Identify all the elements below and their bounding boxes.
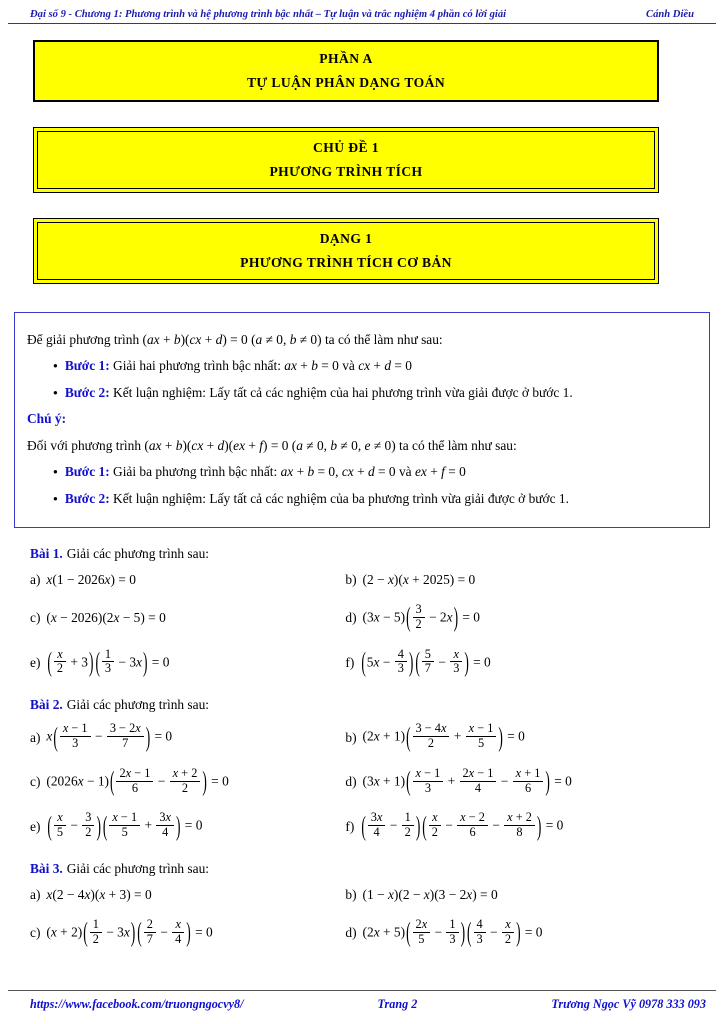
item-formula: ( $\frac{3x}{4}$ − $\frac{1}{2}$ ) ( $\frac{x}{2}$ − $\frac{x - 2}{6}$ − $\frac{x + 2}{8}$ ) = 0 [360, 812, 563, 841]
footer-author-contact: Trương Ngọc Vỹ 0978 333 093 [551, 997, 706, 1011]
exercise-item-d [345, 601, 694, 633]
step-label: Bước 2: [64, 384, 110, 400]
exercise-number: Bài 1. [30, 546, 63, 562]
exercise-number: Bài 2. [30, 697, 63, 713]
banner-inner [35, 42, 657, 100]
big-paren-open: ( [406, 601, 411, 633]
header-rule [8, 23, 716, 24]
big-paren-open: ( [467, 916, 472, 948]
fraction: $\frac{4}{3}$ [395, 648, 407, 677]
text-segment: Giải hai phương trình bậc nhất: [109, 358, 285, 374]
item-label: a) [30, 729, 41, 745]
big-paren-close: ) [186, 916, 191, 948]
theory-line [27, 462, 697, 481]
banner-chu-de-1 [33, 127, 659, 193]
fraction: $\frac{1}{3}$ [446, 918, 458, 947]
item-formula: x(2 − 4x)(x + 3) = 0 [46, 887, 152, 903]
exercise-grid [30, 564, 694, 685]
text-segment: ta có thể làm như sau: [395, 437, 517, 453]
big-paren-open: ( [361, 810, 366, 842]
fraction: $\frac{1}{3}$ [102, 648, 114, 677]
item-formula: x( $\frac{x - 1}{3}$ − $\frac{3 - 2x}{7}$ ) = 0 [46, 723, 172, 752]
big-paren-open: ( [406, 916, 411, 948]
math-expression: cx + d = 0 [358, 358, 412, 374]
fraction: $\frac{2x - 1}{4}$ [460, 767, 497, 796]
step-label: Bước 1: [64, 358, 110, 374]
big-paren-close: ) [202, 765, 207, 797]
exercise-item-c [30, 916, 345, 948]
banner-subtitle: TỰ LUẬN PHÂN DẠNG TOÁN [246, 75, 446, 90]
exercise-item-a [30, 887, 345, 903]
fraction: $\frac{x - 1}{5}$ [109, 811, 140, 840]
item-formula: (x + 2)( $\frac{1}{2}$ − 3x) ( $\frac{2}{7}$ − $\frac{x}{4}$ ) = 0 [46, 919, 212, 948]
exercise-number: Bài 3. [30, 861, 63, 877]
exercise-grid [30, 879, 694, 956]
big-paren-close: ) [88, 646, 94, 678]
item-formula: (3x − 5)( $\frac{3}{2}$ − 2x) = 0 [363, 604, 480, 633]
text-segment: Giải ba phương trình bậc nhất: [109, 464, 281, 480]
document-header [0, 0, 724, 20]
item-formula: ( $\frac{x}{5}$ − $\frac{3}{2}$ ) ( $\frac{x - 1}{5}$ + $\frac{3x}{4}$ ) = 0 [46, 812, 202, 841]
fraction: $\frac{x}{4}$ [172, 918, 184, 947]
exercise-item-c [30, 765, 345, 797]
item-formula: (2 − x)(x + 2025) = 0 [362, 572, 476, 588]
big-paren-open: ( [95, 646, 100, 678]
banner-title: PHẦN A [319, 51, 373, 66]
fraction: $\frac{x - 1}{3}$ [60, 722, 91, 751]
item-formula: ( $\frac{x}{2}$ + 3) ( $\frac{1}{3}$ − 3x) = 0 [46, 649, 169, 678]
big-paren-close: ) [408, 646, 414, 678]
bullet-icon: ● [53, 387, 58, 397]
big-paren-close: ) [415, 810, 421, 842]
big-paren-close: ) [536, 810, 542, 842]
big-paren-open: ( [83, 916, 88, 948]
fraction: $\frac{x}{3}$ [450, 648, 462, 677]
item-label: c) [30, 774, 41, 790]
banner-title: DẠNG 1 [319, 231, 373, 246]
text-segment: Kết luận nghiệm: Lấy tất cả các nghiệm của ba phương trình vừa giải được ở bước 1. [109, 490, 569, 506]
item-label: b) [345, 572, 357, 588]
big-paren-close: ) [145, 721, 151, 752]
big-paren-open: ( [406, 721, 411, 752]
big-paren-close: ) [460, 916, 466, 948]
bullet-icon: ● [53, 467, 58, 477]
exercise-header [30, 697, 694, 713]
big-paren-open: ( [422, 810, 427, 842]
fraction: $\frac{x}{2}$ [429, 811, 441, 840]
big-paren-open: ( [53, 721, 58, 752]
item-label: e) [30, 654, 41, 670]
fraction: $\frac{2}{7}$ [144, 918, 156, 947]
fraction: $\frac{3}{2}$ [413, 603, 425, 632]
big-paren-close: ) [130, 916, 136, 948]
big-paren-open: ( [47, 810, 52, 842]
fraction: $\frac{x - 1}{5}$ [466, 722, 497, 751]
big-paren-open: ( [110, 765, 115, 797]
theory-line [27, 356, 697, 375]
math-expression: (ax + b)(cx + d)(ex + f) = 0 (a ≠ 0, b ≠ 0, e ≠ 0) [144, 437, 396, 453]
big-paren-open: ( [361, 646, 366, 678]
big-paren-close: ) [142, 646, 148, 678]
fraction: $\frac{2x - 1}{6}$ [116, 767, 153, 796]
text-segment: Đối với phương trình [27, 437, 145, 453]
math-expression: ax + b = 0 [280, 464, 336, 480]
fraction: $\frac{x}{2}$ [54, 648, 66, 677]
item-label: c) [30, 610, 41, 626]
item-label: d) [345, 925, 357, 941]
item-formula: (2026x − 1)( $\frac{2x - 1}{6}$ − $\frac{x + 2}{2}$ ) = 0 [46, 768, 228, 797]
exercise-section [30, 546, 694, 685]
fraction: $\frac{x}{2}$ [502, 918, 514, 947]
big-paren-close: ) [516, 916, 521, 948]
step-label: Bước 1: [64, 464, 110, 480]
fraction: $\frac{x + 2}{2}$ [170, 767, 201, 796]
bullet-icon: ● [53, 493, 58, 503]
exercise-section [30, 697, 694, 849]
item-label: a) [30, 887, 41, 903]
exercise-header [30, 861, 694, 877]
fraction: $\frac{3x}{4}$ [156, 811, 174, 840]
theory-line [27, 409, 697, 428]
exercise-item-d [345, 916, 694, 948]
theory-lines [27, 330, 697, 508]
bullet-icon: ● [53, 361, 58, 371]
math-expression: cx + d = 0 [341, 464, 396, 480]
fraction: $\frac{2x}{5}$ [413, 918, 431, 947]
big-paren-open: ( [406, 765, 411, 797]
item-formula: (x − 2026)(2x − 5) = 0 [46, 610, 166, 626]
math-expression: (ax + b)(cx + d) = 0 (a ≠ 0, b ≠ 0) [142, 332, 322, 347]
big-paren-close: ) [453, 601, 459, 633]
exercise-item-b [345, 887, 694, 903]
banner-phan-a [33, 40, 659, 102]
footer-page-number: Trang 2 [377, 997, 418, 1011]
text-segment: Kết luận nghiệm: Lấy tất cả các nghiệm của hai phương trình vừa giải được ở bước 1. [109, 384, 573, 400]
fraction: $\frac{4}{3}$ [474, 918, 486, 947]
item-formula: (2x + 1)( $\frac{3 - 4x}{2}$ + $\frac{x - 1}{5}$ ) = 0 [363, 723, 525, 752]
exercise-prompt: Giải các phương trình sau: [66, 697, 210, 713]
header-right-text: Cánh Diều [646, 9, 694, 20]
item-label: d) [345, 610, 357, 626]
exercise-prompt: Giải các phương trình sau: [66, 546, 210, 562]
big-paren-close: ) [464, 646, 469, 678]
big-paren-close: ) [175, 810, 181, 842]
fraction: $\frac{x + 1}{6}$ [513, 767, 544, 796]
header-left-text: Đại số 9 - Chương 1: Phương trình và hệ phương trình bậc nhất – Tự luận và trắc nghiệm 4 phần có lời giải [30, 9, 507, 20]
banner-subtitle: PHƯƠNG TRÌNH TÍCH CƠ BẢN [240, 255, 452, 270]
item-formula: (1 − x)(2 − x)(3 − 2x) = 0 [362, 887, 498, 903]
exercise-item-c [30, 604, 345, 633]
exercise-header [30, 546, 694, 562]
text-segment: và [338, 358, 359, 374]
item-label: f) [345, 654, 355, 670]
theory-line [27, 436, 697, 455]
fraction: $\frac{5}{7}$ [422, 648, 434, 677]
fraction: $\frac{3 - 2x}{7}$ [107, 722, 144, 751]
math-expression: ex + f = 0 [414, 464, 466, 480]
text-segment: , [335, 464, 342, 480]
text-segment: Để giải phương trình [27, 332, 143, 347]
item-label: c) [30, 925, 41, 941]
step-label: Bước 2: [64, 490, 110, 506]
big-paren-close: ) [545, 765, 550, 797]
fraction: $\frac{3x}{4}$ [368, 811, 386, 840]
fraction: $\frac{x}{5}$ [54, 811, 66, 840]
item-label: a) [30, 572, 41, 588]
item-formula: (5x − $\frac{4}{3}$ ) ( $\frac{5}{7}$ − $\frac{x}{3}$ ) = 0 [360, 649, 490, 678]
item-label: f) [345, 818, 355, 834]
item-label: d) [345, 774, 357, 790]
theory-line [27, 383, 697, 402]
fraction: $\frac{3 - 4x}{2}$ [413, 722, 450, 751]
exercise-item-a [30, 723, 345, 752]
item-formula: x(1 − 2026x) = 0 [46, 572, 136, 588]
exercise-item-b [345, 572, 694, 588]
banner-subtitle: PHƯƠNG TRÌNH TÍCH [269, 164, 423, 179]
text-segment: và [395, 464, 415, 480]
item-label: b) [345, 887, 357, 903]
step-label: Chú ý: [27, 411, 67, 427]
banner-inner [37, 222, 655, 280]
fraction: $\frac{x - 1}{3}$ [413, 767, 444, 796]
exercises [30, 546, 694, 956]
theory-line [27, 489, 697, 508]
item-label: b) [345, 729, 357, 745]
math-expression: ax + b = 0 [284, 358, 339, 374]
item-formula: (3x + 1)( $\frac{x - 1}{3}$ + $\frac{2x - 1}{4}$ − $\frac{x + 1}{6}$ ) = 0 [363, 768, 572, 797]
big-paren-close: ) [96, 810, 101, 842]
big-paren-open: ( [102, 810, 108, 842]
exercise-item-f [345, 812, 694, 841]
theory-box [14, 312, 710, 528]
fraction: $\frac{1}{2}$ [402, 811, 414, 840]
banner-title: CHỦ ĐỀ 1 [313, 140, 379, 155]
big-paren-close: ) [498, 721, 503, 752]
big-paren-open: ( [415, 646, 420, 678]
exercise-section [30, 861, 694, 956]
fraction: $\frac{x - 2}{6}$ [457, 811, 488, 840]
exercise-prompt: Giải các phương trình sau: [66, 861, 210, 877]
item-formula: (2x + 5)( $\frac{2x}{5}$ − $\frac{1}{3}$ ) ( $\frac{4}{3}$ − $\frac{x}{2}$ ) = 0 [363, 919, 543, 948]
exercise-grid [30, 715, 694, 849]
item-label: e) [30, 818, 41, 834]
fraction: $\frac{x + 2}{8}$ [504, 811, 535, 840]
theory-line [27, 330, 697, 349]
exercise-item-d [345, 765, 694, 797]
fraction: $\frac{3}{2}$ [82, 811, 94, 840]
banner-dang-1 [33, 218, 659, 284]
exercise-item-a [30, 572, 345, 588]
fraction: $\frac{1}{2}$ [90, 918, 102, 947]
exercise-item-e [30, 646, 345, 678]
big-paren-open: ( [137, 916, 142, 948]
big-paren-open: ( [47, 646, 52, 678]
exercise-item-f [345, 646, 694, 678]
exercise-item-b [345, 723, 694, 752]
page-footer [8, 990, 716, 1012]
footer-facebook-link[interactable]: https://www.facebook.com/truongngocvy8/ [30, 997, 244, 1011]
exercise-item-e [30, 812, 345, 841]
banner-inner [37, 131, 655, 189]
text-segment: ta có thể làm như sau: [321, 332, 443, 347]
